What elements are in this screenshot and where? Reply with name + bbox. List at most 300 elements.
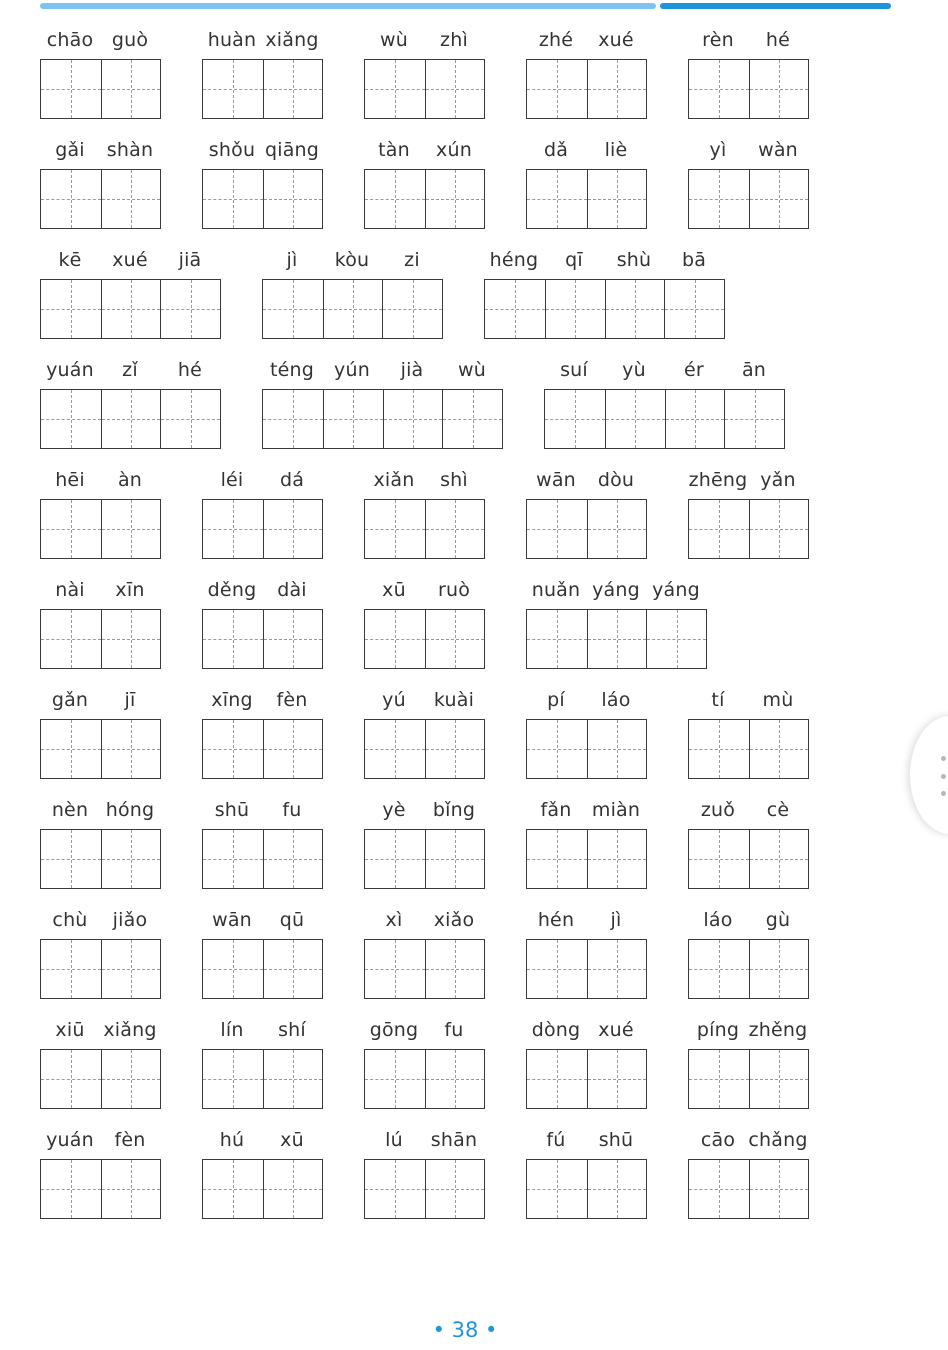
pinyin-syllable: wù [380, 29, 408, 51]
cell-guide-vertical [635, 390, 636, 448]
character-cell[interactable] [263, 720, 323, 778]
cell-guide-vertical [575, 390, 576, 448]
pinyin-syllable: wān [212, 909, 252, 931]
character-cell[interactable] [749, 1160, 809, 1218]
cell-guide-vertical [617, 940, 618, 998]
writing-grid [526, 939, 647, 999]
cell-guide-vertical [293, 720, 294, 778]
character-cell[interactable] [41, 940, 101, 998]
cell-guide-vertical [293, 1160, 294, 1218]
side-panel-handle[interactable] [910, 716, 948, 834]
cell-guide-vertical [71, 390, 72, 448]
page-number: • 38 • [432, 1318, 498, 1342]
pinyin-syllable: lín [220, 1019, 244, 1041]
writing-grid [526, 609, 707, 669]
writing-grid [202, 609, 323, 669]
pinyin-syllable: shàn [106, 139, 154, 161]
character-cell[interactable] [203, 610, 263, 668]
character-cell[interactable] [689, 500, 749, 558]
cell-guide-vertical [395, 500, 396, 558]
character-cell[interactable] [749, 500, 809, 558]
pinyin-syllable: shí [278, 1019, 306, 1041]
cell-guide-vertical [617, 830, 618, 888]
cell-guide-vertical [353, 390, 354, 448]
writing-grid [202, 719, 323, 779]
cell-guide-vertical [71, 60, 72, 118]
character-cell[interactable] [365, 500, 425, 558]
character-cell[interactable] [689, 170, 749, 228]
character-cell[interactable] [41, 60, 101, 118]
character-cell[interactable] [587, 170, 647, 228]
pinyin-syllable: yuán [46, 359, 94, 381]
pinyin-syllable: zuǒ [700, 799, 736, 821]
character-cell[interactable] [689, 1160, 749, 1218]
pinyin-syllable: héng [489, 249, 539, 271]
cell-guide-vertical [557, 1050, 558, 1108]
writing-grid [364, 499, 485, 559]
cell-guide-vertical [71, 830, 72, 888]
writing-grid [688, 499, 809, 559]
character-cell[interactable] [425, 1050, 485, 1108]
character-cell[interactable] [587, 610, 647, 668]
character-cell[interactable] [382, 280, 442, 338]
character-cell[interactable] [365, 940, 425, 998]
pinyin-syllable: shān [430, 1129, 478, 1151]
cell-guide-vertical [131, 1160, 132, 1218]
cell-guide-vertical [557, 940, 558, 998]
cell-guide-vertical [293, 280, 294, 338]
cell-guide-vertical [293, 390, 294, 448]
writing-grid [40, 939, 161, 999]
writing-grid [202, 939, 323, 999]
pinyin-syllable: kuài [433, 689, 475, 711]
character-cell[interactable] [101, 390, 161, 448]
pinyin-syllable: fèn [276, 689, 308, 711]
character-cell[interactable] [101, 280, 161, 338]
pinyin-syllable: zhì [440, 29, 468, 51]
cell-guide-vertical [719, 940, 720, 998]
character-cell[interactable] [41, 1160, 101, 1218]
character-cell[interactable] [203, 60, 263, 118]
cell-guide-vertical [233, 170, 234, 228]
writing-grid [688, 59, 809, 119]
pinyin-syllable: yáng [592, 579, 640, 601]
character-cell[interactable] [101, 610, 161, 668]
writing-grid [526, 499, 647, 559]
character-cell[interactable] [527, 60, 587, 118]
writing-grid [202, 829, 323, 889]
character-cell[interactable] [101, 500, 161, 558]
character-cell[interactable] [101, 1050, 161, 1108]
character-cell[interactable] [587, 500, 647, 558]
character-cell[interactable] [485, 280, 545, 338]
cell-guide-vertical [293, 1050, 294, 1108]
pinyin-syllable: fèn [114, 1129, 146, 1151]
character-cell[interactable] [749, 60, 809, 118]
character-cell[interactable] [442, 390, 502, 448]
pinyin-syllable: shū [598, 1129, 634, 1151]
writing-grid [202, 1049, 323, 1109]
pinyin-syllable: fu [444, 1019, 464, 1041]
character-cell[interactable] [605, 390, 665, 448]
writing-grid [202, 499, 323, 559]
writing-grid [544, 389, 785, 449]
character-cell[interactable] [365, 170, 425, 228]
pinyin-syllable: zhé [538, 29, 574, 51]
cell-guide-vertical [557, 610, 558, 668]
writing-grid [40, 59, 161, 119]
pinyin-syllable: shǒu [208, 139, 256, 161]
character-cell[interactable] [527, 720, 587, 778]
character-cell[interactable] [689, 720, 749, 778]
character-cell[interactable] [203, 500, 263, 558]
writing-grid [262, 279, 443, 339]
pinyin-syllable: mù [762, 689, 794, 711]
character-cell[interactable] [689, 1050, 749, 1108]
pinyin-syllable: ān [741, 359, 767, 381]
pinyin-syllable: xiǎo [433, 909, 475, 931]
character-cell[interactable] [101, 940, 161, 998]
character-cell[interactable] [203, 1160, 263, 1218]
character-cell[interactable] [101, 830, 161, 888]
character-cell[interactable] [203, 830, 263, 888]
writing-grid [364, 1159, 485, 1219]
pinyin-syllable: ér [684, 359, 704, 381]
pinyin-syllable: zǐ [122, 359, 138, 381]
character-cell[interactable] [263, 280, 323, 338]
writing-grid [688, 1049, 809, 1109]
character-cell[interactable] [425, 170, 485, 228]
character-cell[interactable] [749, 720, 809, 778]
pinyin-syllable: dài [277, 579, 307, 601]
pinyin-syllable: cè [766, 799, 790, 821]
character-cell[interactable] [101, 170, 161, 228]
cell-guide-vertical [557, 830, 558, 888]
pinyin-syllable: gǎi [55, 139, 85, 161]
character-cell[interactable] [160, 390, 220, 448]
character-cell[interactable] [41, 720, 101, 778]
writing-grid [262, 389, 503, 449]
character-cell[interactable] [527, 1160, 587, 1218]
character-cell[interactable] [365, 1160, 425, 1218]
character-cell[interactable] [263, 170, 323, 228]
cell-guide-vertical [191, 280, 192, 338]
pinyin-syllable: yì [709, 139, 727, 161]
writing-grid [364, 59, 485, 119]
writing-grid [202, 59, 323, 119]
cell-guide-vertical [779, 720, 780, 778]
character-cell[interactable] [689, 830, 749, 888]
cell-guide-vertical [617, 500, 618, 558]
cell-guide-vertical [695, 280, 696, 338]
cell-guide-vertical [635, 280, 636, 338]
pinyin-syllable: dǎ [543, 139, 569, 161]
character-cell[interactable] [101, 60, 161, 118]
pinyin-syllable: tí [711, 689, 725, 711]
cell-guide-vertical [719, 60, 720, 118]
cell-guide-vertical [293, 610, 294, 668]
character-cell[interactable] [203, 170, 263, 228]
pinyin-syllable: gǎn [51, 689, 89, 711]
pinyin-syllable: fǎn [540, 799, 572, 821]
character-cell[interactable] [527, 1050, 587, 1108]
character-cell[interactable] [527, 170, 587, 228]
character-cell[interactable] [587, 940, 647, 998]
pinyin-syllable: děng [207, 579, 257, 601]
cell-guide-vertical [71, 170, 72, 228]
cell-guide-vertical [71, 610, 72, 668]
pinyin-syllable: xué [112, 249, 148, 271]
pinyin-syllable: fu [282, 799, 302, 821]
cell-guide-vertical [455, 610, 456, 668]
cell-guide-vertical [455, 60, 456, 118]
character-cell[interactable] [365, 1050, 425, 1108]
cell-guide-vertical [131, 280, 132, 338]
writing-grid [688, 939, 809, 999]
cell-guide-vertical [779, 830, 780, 888]
writing-grid [40, 829, 161, 889]
character-cell[interactable] [365, 60, 425, 118]
character-cell[interactable] [263, 500, 323, 558]
character-cell[interactable] [425, 940, 485, 998]
writing-grid [526, 829, 647, 889]
cell-guide-vertical [557, 170, 558, 228]
character-cell[interactable] [527, 610, 587, 668]
pinyin-syllable: kē [58, 249, 82, 271]
cell-guide-vertical [71, 280, 72, 338]
character-cell[interactable] [41, 500, 101, 558]
cell-guide-vertical [131, 60, 132, 118]
character-cell[interactable] [689, 940, 749, 998]
character-cell[interactable] [41, 1050, 101, 1108]
cell-guide-vertical [293, 500, 294, 558]
cell-guide-vertical [455, 830, 456, 888]
cell-guide-vertical [455, 500, 456, 558]
pinyin-syllable: jiǎo [112, 909, 148, 931]
character-cell[interactable] [263, 390, 323, 448]
character-cell[interactable] [425, 720, 485, 778]
character-cell[interactable] [749, 170, 809, 228]
pinyin-syllable: téng [269, 359, 315, 381]
character-cell[interactable] [101, 1160, 161, 1218]
pinyin-syllable: liè [604, 139, 628, 161]
cell-guide-vertical [71, 940, 72, 998]
cell-guide-vertical [293, 940, 294, 998]
cell-guide-vertical [131, 610, 132, 668]
character-cell[interactable] [365, 720, 425, 778]
cell-guide-vertical [677, 610, 678, 668]
cell-guide-vertical [557, 60, 558, 118]
pinyin-syllable: xū [382, 579, 406, 601]
cell-guide-vertical [233, 1050, 234, 1108]
character-cell[interactable] [425, 830, 485, 888]
header-bar-left [40, 3, 656, 9]
cell-guide-vertical [233, 1160, 234, 1218]
pinyin-syllable: yuán [46, 1129, 94, 1151]
pinyin-syllable: hén [537, 909, 575, 931]
character-cell[interactable] [527, 830, 587, 888]
pinyin-syllable: xīn [115, 579, 145, 601]
pinyin-syllable: xiǎng [103, 1019, 157, 1041]
pinyin-syllable: yè [382, 799, 406, 821]
character-cell[interactable] [383, 390, 443, 448]
character-cell[interactable] [527, 940, 587, 998]
pinyin-syllable: kòu [334, 249, 370, 271]
writing-grid [364, 1049, 485, 1109]
pinyin-syllable: gù [765, 909, 791, 931]
pinyin-syllable: yú [382, 689, 406, 711]
writing-grid [40, 719, 161, 779]
cell-guide-vertical [473, 390, 474, 448]
writing-grid [364, 719, 485, 779]
character-cell[interactable] [665, 390, 725, 448]
cell-guide-vertical [557, 1160, 558, 1218]
pinyin-syllable: xīng [211, 689, 253, 711]
pinyin-syllable: nài [55, 579, 85, 601]
cell-guide-vertical [557, 720, 558, 778]
cell-guide-vertical [455, 720, 456, 778]
cell-guide-vertical [557, 500, 558, 558]
pinyin-syllable: wān [536, 469, 576, 491]
cell-guide-vertical [719, 1160, 720, 1218]
character-cell[interactable] [425, 60, 485, 118]
cell-guide-vertical [617, 1050, 618, 1108]
cell-guide-vertical [131, 170, 132, 228]
pinyin-syllable: lú [385, 1129, 403, 1151]
cell-guide-vertical [617, 60, 618, 118]
pinyin-syllable: chǎng [748, 1129, 808, 1151]
character-cell[interactable] [425, 1160, 485, 1218]
character-cell[interactable] [263, 610, 323, 668]
character-cell[interactable] [587, 720, 647, 778]
character-cell[interactable] [749, 1050, 809, 1108]
cell-guide-vertical [779, 170, 780, 228]
pinyin-syllable: hóng [105, 799, 155, 821]
pinyin-syllable: hú [219, 1129, 245, 1151]
cell-guide-vertical [131, 830, 132, 888]
writing-grid [40, 1159, 161, 1219]
character-cell[interactable] [263, 1050, 323, 1108]
cell-guide-vertical [71, 500, 72, 558]
writing-grid [688, 829, 809, 889]
pinyin-syllable: pí [547, 689, 565, 711]
cell-guide-vertical [617, 610, 618, 668]
cell-guide-vertical [779, 1050, 780, 1108]
pinyin-syllable: jià [400, 359, 424, 381]
cell-guide-vertical [395, 830, 396, 888]
character-cell[interactable] [203, 940, 263, 998]
cell-guide-vertical [617, 170, 618, 228]
pinyin-syllable: zhěng [748, 1019, 808, 1041]
character-cell[interactable] [587, 60, 647, 118]
pinyin-syllable: xiū [55, 1019, 85, 1041]
cell-guide-vertical [779, 60, 780, 118]
character-cell[interactable] [749, 940, 809, 998]
pinyin-syllable: dòu [597, 469, 635, 491]
cell-guide-vertical [395, 60, 396, 118]
character-cell[interactable] [724, 390, 784, 448]
cell-guide-vertical [455, 170, 456, 228]
cell-guide-vertical [695, 390, 696, 448]
pinyin-syllable: qū [279, 909, 305, 931]
pinyin-syllable: fú [546, 1129, 566, 1151]
cell-guide-vertical [779, 500, 780, 558]
pinyin-syllable: xué [598, 1019, 634, 1041]
pinyin-syllable: dá [279, 469, 305, 491]
character-cell[interactable] [41, 830, 101, 888]
pinyin-syllable: qiāng [264, 139, 320, 161]
character-cell[interactable] [101, 720, 161, 778]
character-cell[interactable] [646, 610, 706, 668]
character-cell[interactable] [545, 390, 605, 448]
character-cell[interactable] [365, 830, 425, 888]
pinyin-syllable: chù [52, 909, 88, 931]
cell-guide-vertical [71, 720, 72, 778]
character-cell[interactable] [263, 60, 323, 118]
character-cell[interactable] [41, 390, 101, 448]
pinyin-syllable: dòng [531, 1019, 581, 1041]
pinyin-syllable: nèn [51, 799, 89, 821]
writing-grid [526, 169, 647, 229]
character-cell[interactable] [749, 830, 809, 888]
cell-guide-vertical [191, 390, 192, 448]
pinyin-syllable: wàn [758, 139, 798, 161]
character-cell[interactable] [41, 280, 101, 338]
pinyin-syllable: léi [220, 469, 244, 491]
character-cell[interactable] [365, 610, 425, 668]
cell-guide-vertical [233, 60, 234, 118]
character-cell[interactable] [425, 610, 485, 668]
writing-grid [688, 169, 809, 229]
character-cell[interactable] [263, 1160, 323, 1218]
pinyin-syllable: bā [681, 249, 707, 271]
character-cell[interactable] [527, 500, 587, 558]
pinyin-syllable: xiǎng [265, 29, 319, 51]
cell-guide-vertical [779, 1160, 780, 1218]
character-cell[interactable] [203, 720, 263, 778]
character-cell[interactable] [587, 830, 647, 888]
pinyin-syllable: yáng [652, 579, 700, 601]
pinyin-syllable: píng [696, 1019, 740, 1041]
character-cell[interactable] [605, 280, 665, 338]
pinyin-syllable: ruò [437, 579, 471, 601]
character-cell[interactable] [689, 60, 749, 118]
character-cell[interactable] [203, 1050, 263, 1108]
character-cell[interactable] [425, 500, 485, 558]
character-cell[interactable] [160, 280, 220, 338]
character-cell[interactable] [545, 280, 605, 338]
cell-guide-vertical [233, 940, 234, 998]
writing-grid [526, 719, 647, 779]
character-cell[interactable] [41, 170, 101, 228]
character-cell[interactable] [323, 280, 383, 338]
character-cell[interactable] [263, 940, 323, 998]
character-cell[interactable] [323, 390, 383, 448]
character-cell[interactable] [664, 280, 724, 338]
character-cell[interactable] [587, 1160, 647, 1218]
character-cell[interactable] [41, 610, 101, 668]
writing-grid [688, 719, 809, 779]
cell-guide-vertical [233, 830, 234, 888]
writing-grid [526, 1159, 647, 1219]
pinyin-syllable: hé [765, 29, 791, 51]
cell-guide-vertical [455, 1050, 456, 1108]
cell-guide-vertical [395, 940, 396, 998]
character-cell[interactable] [587, 1050, 647, 1108]
character-cell[interactable] [263, 830, 323, 888]
cell-guide-vertical [395, 1050, 396, 1108]
pinyin-syllable: hé [177, 359, 203, 381]
